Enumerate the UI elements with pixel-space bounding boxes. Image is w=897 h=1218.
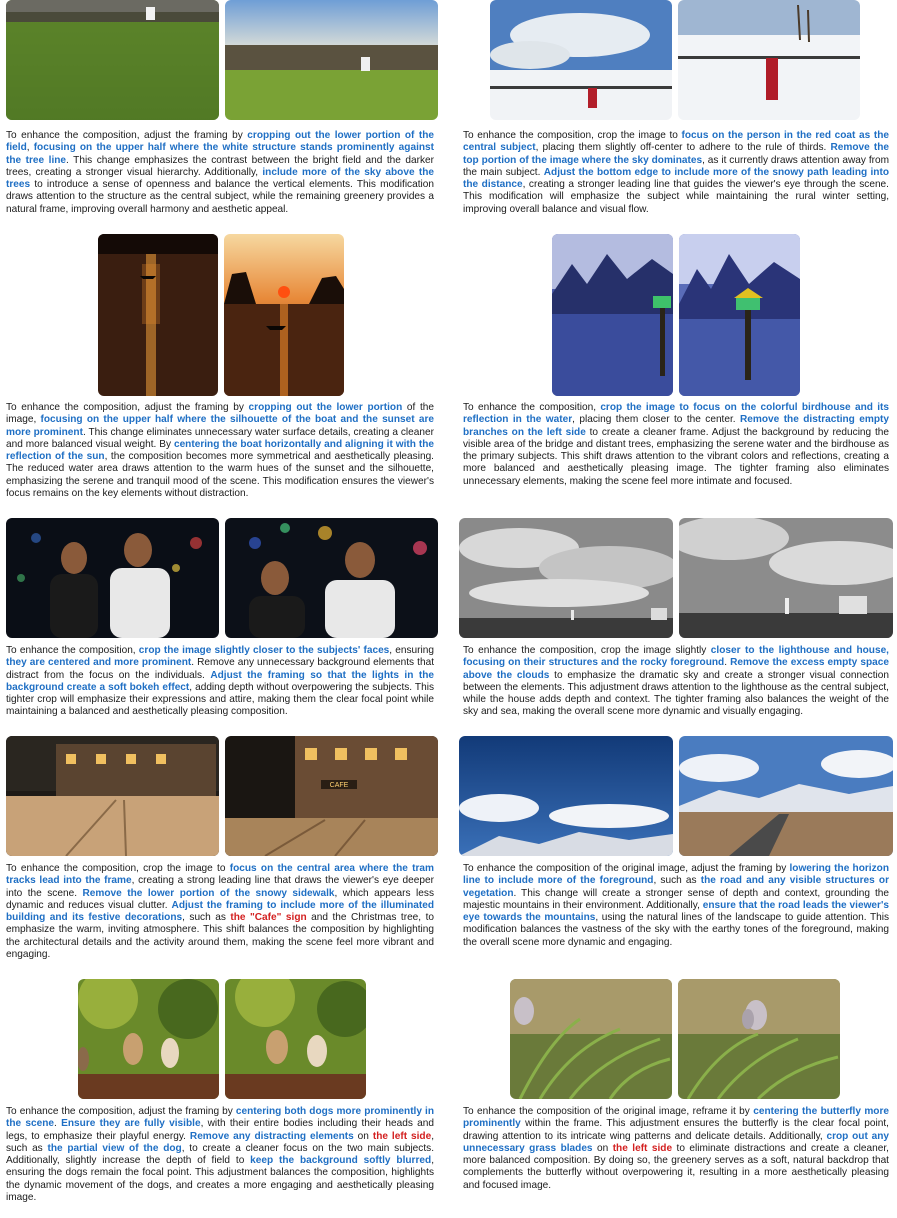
caption-highlight: they are centered and more prominent bbox=[6, 657, 192, 669]
original-image-sunset bbox=[98, 234, 218, 396]
original-image-tram bbox=[6, 736, 219, 856]
caption-text: To enhance the composition, bbox=[6, 645, 139, 656]
caption-highlight: ensure that the road leads the viewer's eye towards the mountains bbox=[463, 899, 889, 924]
caption-lighthouse bbox=[463, 645, 889, 719]
caption-tram bbox=[6, 863, 434, 961]
original-image-snow bbox=[490, 0, 672, 120]
caption-text: , to create a cleaner focus on the two main subjects. Additionally, slightly increase the depth of field to bbox=[6, 1142, 434, 1167]
cropped-image-dogs bbox=[225, 979, 366, 1099]
caption-text: on bbox=[353, 1130, 373, 1142]
caption-text: To enhance the composition, crop the image slightly bbox=[463, 645, 711, 656]
caption-highlight: Adjust the framing so that the lights in the background create a soft bokeh effect bbox=[6, 669, 434, 693]
caption-highlight: the partial view of the dog bbox=[47, 1142, 182, 1154]
caption-text: To enhance the composition, crop the image to bbox=[463, 130, 682, 141]
caption-highlight: Remove the excess empty space above the clouds bbox=[463, 657, 890, 681]
cropped-image-butterfly bbox=[678, 979, 840, 1099]
cropped-image-sunset bbox=[224, 234, 344, 396]
example-tram-street bbox=[0, 736, 440, 976]
caption-text: to introduce a sense of openness and balance the vertical elements. This modification draws attention to the structure as the central subject, while the remaining greenery provides a natural frame, improving overall harmony and aesthetic appeal. bbox=[6, 179, 434, 215]
cropped-image-field bbox=[225, 0, 438, 120]
caption-text: , which appears less dynamic and reduces visual clutter. bbox=[6, 887, 434, 911]
caption-highlight: crop the image slightly closer to the subjects' faces bbox=[138, 645, 390, 656]
caption-highlight: lowering the horizon line to include more of the foreground bbox=[463, 863, 889, 887]
caption-snow bbox=[463, 130, 889, 216]
example-birdhouse bbox=[463, 234, 897, 514]
caption-butterfly bbox=[463, 1106, 889, 1192]
caption-text: To enhance the composition of the original image, reframe it by bbox=[463, 1106, 754, 1117]
example-lighthouse bbox=[459, 518, 897, 733]
cropped-image-tram bbox=[225, 736, 438, 856]
caption-highlight: include more of the sky above the trees bbox=[6, 166, 434, 191]
example-field bbox=[0, 0, 440, 230]
example-couple-bokeh bbox=[0, 518, 440, 733]
example-snow-red-coat bbox=[463, 0, 897, 230]
caption-mountains bbox=[463, 863, 889, 949]
caption-text: , using the natural lines of the landscape to guide attention. This modification balances the vastness of the sky with the earthy tones of the foreground, making the overall scene more dynamic and engaging. bbox=[463, 912, 890, 948]
caption-text: of the image, bbox=[6, 402, 434, 426]
caption-highlight: the left side bbox=[612, 1142, 673, 1154]
caption-text: , adding depth without overpowering the subjects. This tighter crop will emphasize their expressions and attire, making them the clear focal point while maintaining a balanced and aesthetically pleasing composition. bbox=[6, 681, 434, 718]
original-image-lighthouse bbox=[459, 518, 673, 638]
caption-text: , the composition becomes more symmetrical and aesthetically pleasing. The reduced water area draws attention to the warm hues of the sunset and the silhouette, emphasizing the serene and tranquil mood of the scene. This modification ensures the viewer's focus remains on the key elements without distraction. bbox=[6, 451, 434, 500]
example-sunset-boat bbox=[0, 234, 440, 514]
caption-text: , placing them slightly off-center to adhere to the rule of thirds. bbox=[535, 142, 831, 154]
caption-highlight: focus on the person in the red coat as the central subject bbox=[463, 130, 889, 154]
caption-highlight: centering the butterfly more prominently bbox=[463, 1106, 890, 1130]
caption-couple bbox=[6, 645, 434, 719]
caption-text: to emphasize the dramatic sky and create a stronger visual connection between the elements. This adjustment draws attention to the lighthouse as the central subject, while the house adds depth and context. The tighter framing also balances the weight of the sky and sea, making the overall scene more dynamic and visually engaging. bbox=[463, 669, 890, 718]
cropped-image-birdhouse bbox=[679, 234, 800, 396]
caption-text: , creating a stronger leading line that guides the viewer's eye through the scene. This modification will emphasize the subject while maintaining the rural winter setting, improving overall balance and visual flow. bbox=[463, 179, 889, 215]
caption-text: on bbox=[592, 1142, 613, 1154]
caption-text: , such as bbox=[6, 1130, 435, 1154]
caption-text: , with their entire bodies including their heads and legs, to emphasize their playful energy. bbox=[6, 1118, 435, 1142]
caption-highlight: Ensure they are fully visible bbox=[61, 1118, 201, 1130]
caption-highlight: Remove the top portion of the image where the sky dominates bbox=[463, 142, 890, 166]
caption-text: To enhance the composition, adjust the framing by bbox=[6, 1106, 236, 1117]
cropped-image-lighthouse bbox=[679, 518, 893, 638]
caption-sunset bbox=[6, 402, 434, 500]
caption-highlight: cropping out the lower portion bbox=[248, 402, 403, 413]
cropped-image-snow bbox=[678, 0, 860, 120]
caption-text: To enhance the composition of the original image, adjust the framing by bbox=[463, 863, 790, 874]
cropped-image-couple bbox=[225, 518, 438, 638]
caption-highlight: the road and any visible structures or vegetation bbox=[463, 875, 889, 899]
caption-highlight: cropping out the lower portion of the field bbox=[6, 130, 435, 154]
caption-highlight: the left side bbox=[372, 1130, 432, 1142]
caption-birdhouse bbox=[463, 402, 889, 488]
caption-text: . This change eliminates unnecessary water surface details, creating a cleaner and more balanced visual weight. By bbox=[6, 426, 434, 450]
caption-highlight: the "Cafe" sign bbox=[230, 912, 307, 924]
caption-text: and the Christmas tree, to emphasize the warm, inviting atmosphere. This shift balances the composition by highlighting the architectural details and the activity around them, making the scene feel more vibrant and engaging. bbox=[6, 912, 435, 961]
caption-field bbox=[6, 130, 434, 216]
cafe-sign: CAFE bbox=[329, 782, 349, 789]
caption-highlight: focusing on the upper half where the white structure stands prominently against the tree line bbox=[6, 142, 435, 166]
caption-text: . This change emphasizes the contrast between the bright field and the darker trees, creating a stronger visual hierarchy. Additionally, bbox=[6, 154, 435, 178]
caption-text: within the frame. This adjustment ensures the butterfly is the clear focal point, drawing attention to its intricate wing patterns and delicate details. Additionally, bbox=[463, 1118, 889, 1142]
original-image-birdhouse bbox=[552, 234, 673, 396]
caption-highlight: closer to the lighthouse and house, focusing on their structures and the rocky foreground bbox=[463, 645, 889, 669]
caption-text: , creating a strong leading line that draws the viewer's eye deeper into the scene. bbox=[6, 875, 434, 899]
example-mountains-road bbox=[459, 736, 897, 976]
caption-text: , ensuring bbox=[389, 645, 434, 656]
original-image-butterfly bbox=[510, 979, 672, 1099]
original-image-field bbox=[6, 0, 219, 120]
caption-text: , bbox=[26, 142, 34, 154]
caption-text: To enhance the composition, bbox=[463, 402, 601, 413]
caption-text: , such as bbox=[182, 912, 231, 924]
caption-text: to create a cleaner frame. Adjust the background by reducing the visible area of the bridge and distant trees, emphasizing the serene water and the birdhouse as the primary subjects. This shift draws attention to the vibrant colors and reflections, creating a more balanced and aesthetically pleasing image. The tighter framing also eliminates unnecessary elements, making the scene feel more intimate and focused. bbox=[463, 426, 889, 487]
caption-text: to eliminate distractions and create a cleaner, more balanced composition. By doing so, the greenery serves as a soft, natural backdrop that complements the butterfly without overpowering it, resulting in a more aesthetically pleasing and focused image. bbox=[463, 1142, 889, 1191]
caption-text: , as it currently draws attention away from the main subject. bbox=[463, 154, 890, 178]
caption-text: . Remove any unnecessary background elements that distract from the focus on the individuals. bbox=[6, 657, 434, 681]
caption-highlight: Remove the lower portion of the snowy sidewalk bbox=[82, 887, 335, 899]
caption-highlight: focusing on the upper half where the silhouette of the boat and the sunset are more prominent bbox=[6, 414, 434, 438]
caption-highlight: centering both dogs more prominently in the scene bbox=[6, 1106, 434, 1130]
caption-text: . bbox=[724, 657, 731, 669]
caption-text: . bbox=[54, 1118, 62, 1130]
caption-text: . This change will create a stronger sense of depth and context, grounding the majestic mountains in their environment. Additionally, bbox=[463, 887, 889, 911]
caption-highlight: Remove the distracting empty branches on the left side bbox=[463, 414, 889, 438]
caption-dogs bbox=[6, 1106, 434, 1204]
caption-highlight: crop the image to focus on the colorful birdhouse and its reflection in the water bbox=[463, 402, 889, 426]
caption-text: , ensuring the dogs remain the focal point. This adjustment balances the composition, highlights the dynamic movement of the dogs, and creates a more engaging and aesthetically pleasing image. bbox=[6, 1155, 434, 1204]
caption-text: To enhance the composition, crop the image to bbox=[6, 863, 230, 874]
cropped-image-mountains bbox=[679, 736, 893, 856]
caption-text: To enhance the composition, adjust the framing by bbox=[6, 130, 248, 141]
caption-highlight: Remove any distracting elements bbox=[189, 1130, 354, 1142]
caption-highlight: crop out any unnecessary grass blades bbox=[463, 1130, 889, 1154]
caption-text: , placing them closer to the center. bbox=[572, 414, 740, 426]
original-image-dogs bbox=[78, 979, 219, 1099]
caption-highlight: focus on the central area where the tram tracks lead into the frame bbox=[6, 863, 434, 887]
original-image-couple bbox=[6, 518, 219, 638]
caption-highlight: keep the background softly blurred bbox=[250, 1155, 432, 1167]
caption-highlight: centering the boat horizontally and aligning it with the reflection of the sun bbox=[6, 438, 435, 463]
caption-text: , such as bbox=[653, 875, 701, 887]
caption-highlight: Adjust the bottom edge to include more of the snowy path leading into the distance bbox=[463, 166, 890, 191]
original-image-mountains bbox=[459, 736, 673, 856]
caption-text: To enhance the composition, adjust the framing by bbox=[6, 402, 249, 413]
example-dogs bbox=[0, 979, 440, 1218]
caption-highlight: Adjust the framing to include more of the illuminated building and its festive decorations bbox=[6, 899, 434, 924]
example-butterfly bbox=[463, 979, 897, 1218]
